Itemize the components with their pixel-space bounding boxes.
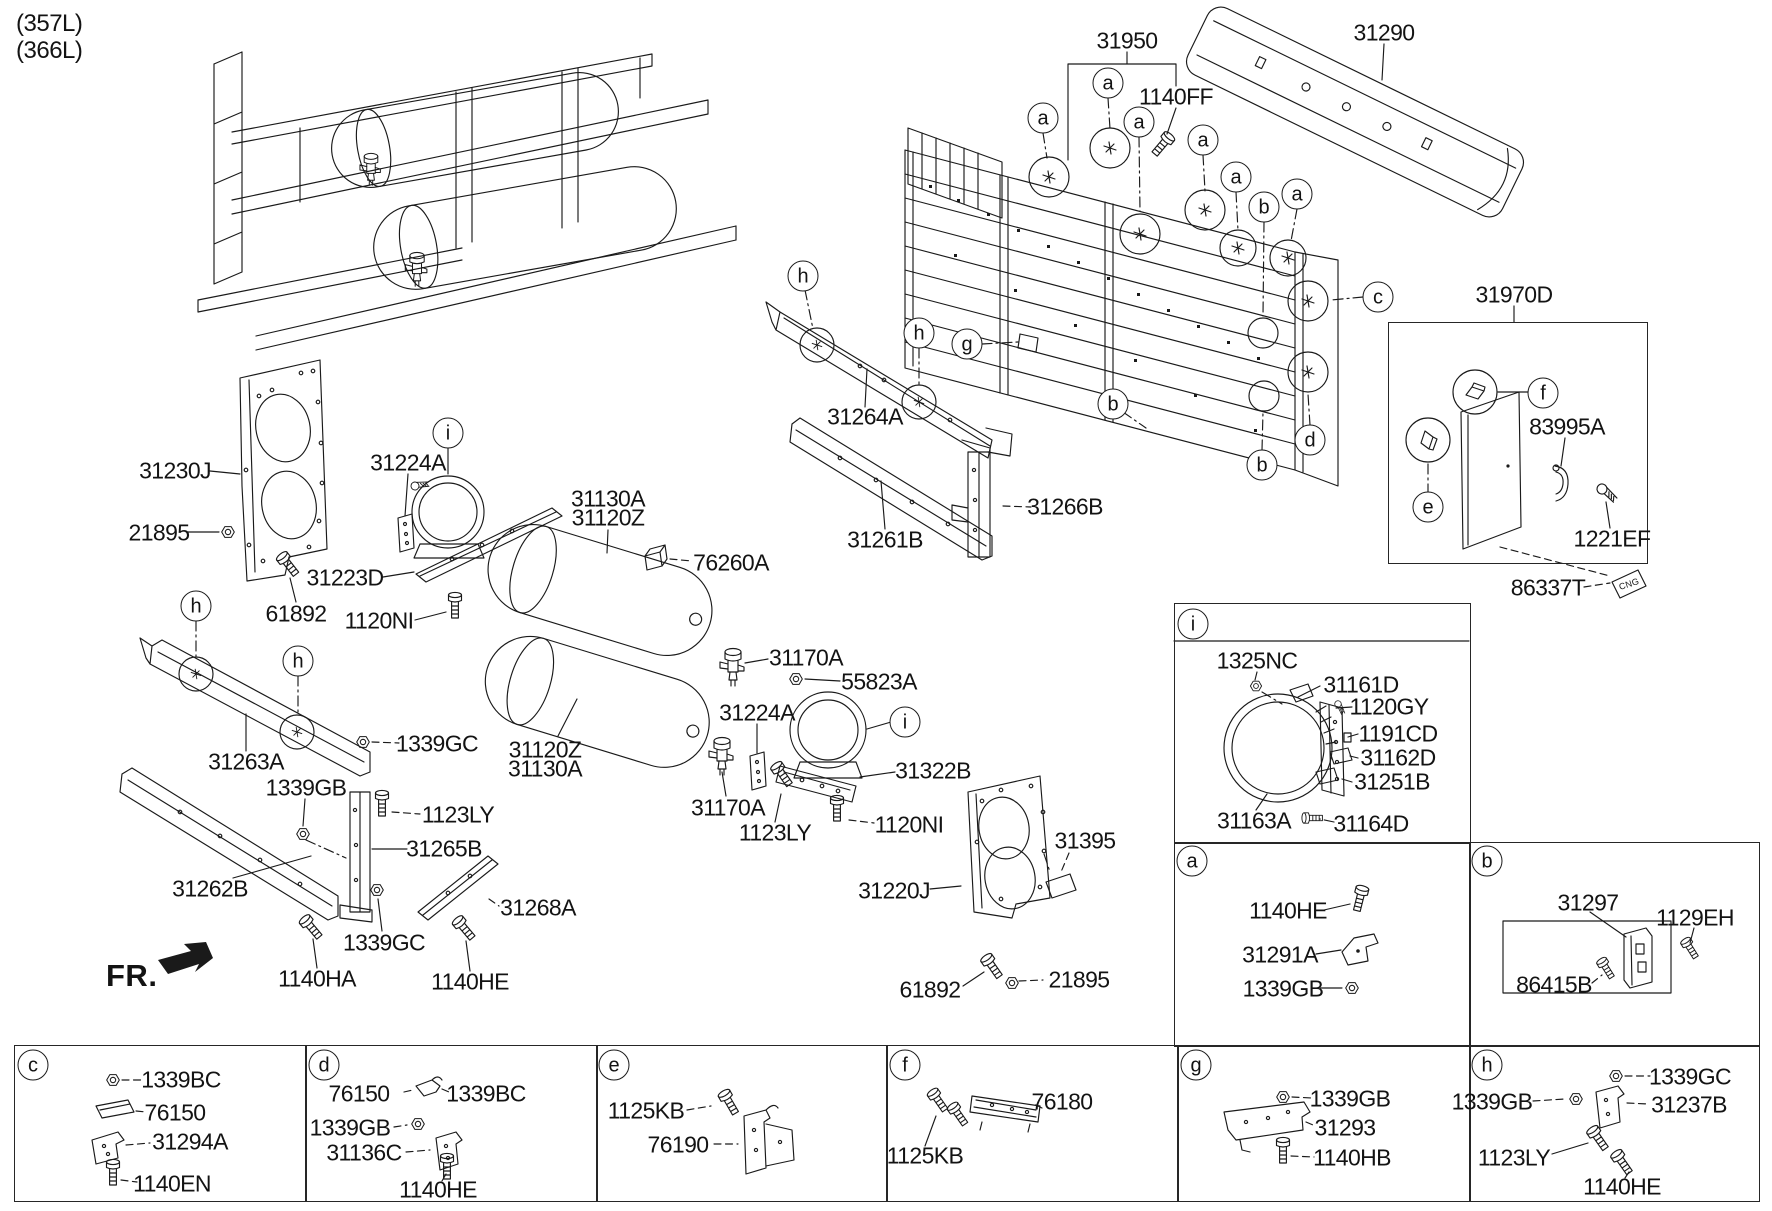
- section-box-e: [596, 1045, 888, 1202]
- part-label-1123LY-1: 1123LY: [738, 819, 812, 846]
- part-label-31251B: 31251B: [1354, 768, 1430, 795]
- panel-31220J-drawing: [968, 776, 1050, 918]
- part-label-1325NC: 1325NC: [1216, 647, 1298, 674]
- box-header-h: h: [1472, 1050, 1503, 1081]
- callout-b-1: b: [1249, 192, 1280, 223]
- part-label-1221EF: 1221EF: [1573, 525, 1651, 552]
- part-label-1120NI-2: 1120NI: [874, 811, 944, 838]
- part-label-76150-2: 76150: [328, 1080, 390, 1107]
- part-label-31263A: 31263A: [208, 748, 284, 775]
- part-label-1129EH: 1129EH: [1656, 904, 1734, 931]
- part-label-31290: 31290: [1353, 19, 1415, 46]
- callout-h-1: h: [181, 591, 212, 622]
- part-label-31261B: 31261B: [847, 526, 923, 553]
- part-label-1339BC-1: 1339BC: [141, 1066, 221, 1093]
- callout-a-5: a: [1221, 162, 1252, 193]
- callout-i-2: i: [890, 707, 921, 738]
- part-label-83995A: 83995A: [1529, 413, 1605, 440]
- callout-c-1: c: [1363, 282, 1394, 313]
- part-label-31130A-1: 31130A: [571, 485, 645, 512]
- part-label-31395: 31395: [1054, 827, 1116, 854]
- part-label-31297: 31297: [1557, 889, 1619, 916]
- part-label-31130A-2: 31130A: [508, 755, 582, 782]
- box-header-c: c: [18, 1050, 49, 1081]
- callout-b-2: b: [1098, 389, 1129, 420]
- fr-direction-arrow: [158, 942, 213, 974]
- part-label-1125KB-2: 1125KB: [886, 1142, 964, 1169]
- box-header-i: i: [1178, 609, 1209, 640]
- variant-line-1: (357L): [16, 10, 83, 37]
- part-label-1339GC-3: 1339GC: [1648, 1063, 1732, 1090]
- callout-b-3: b: [1247, 450, 1278, 481]
- part-label-31170A-1: 31170A: [769, 644, 843, 671]
- part-label-1140HE-2: 1140HE: [1249, 897, 1327, 924]
- part-label-31294A: 31294A: [152, 1128, 228, 1155]
- callout-h-2: h: [283, 646, 314, 677]
- box-header-g: g: [1181, 1050, 1212, 1081]
- section-box-a: [1174, 842, 1471, 1047]
- part-label-31950: 31950: [1096, 27, 1158, 54]
- part-label-31291A: 31291A: [1242, 941, 1318, 968]
- part-label-31970D: 31970D: [1475, 281, 1553, 308]
- part-label-1140EN: 1140EN: [133, 1170, 211, 1197]
- part-label-31230J: 31230J: [139, 457, 211, 484]
- part-label-1123LY-3: 1123LY: [1477, 1144, 1551, 1171]
- part-label-1339GB-1: 1339GB: [265, 774, 347, 801]
- part-label-76180: 76180: [1031, 1088, 1093, 1115]
- part-label-1339GB-3: 1339GB: [309, 1114, 391, 1141]
- part-label-1140FF: 1140FF: [1139, 83, 1213, 110]
- fr-label: FR.: [106, 958, 158, 993]
- callout-h-3: h: [788, 261, 819, 292]
- callout-f-1: f: [1528, 378, 1559, 409]
- callout-a-3: a: [1124, 107, 1155, 138]
- callout-i-1: i: [433, 418, 464, 449]
- part-label-31265B: 31265B: [406, 835, 482, 862]
- part-label-31161D: 31161D: [1323, 671, 1399, 698]
- box-header-d: d: [309, 1050, 340, 1081]
- crate-fastener-dots: [929, 185, 1260, 432]
- part-label-1125KB-1: 1125KB: [607, 1097, 685, 1124]
- callout-d-1: d: [1295, 425, 1326, 456]
- variant-note: [16, 10, 82, 65]
- part-label-1339GB-5: 1339GB: [1451, 1088, 1533, 1115]
- part-label-31237B: 31237B: [1651, 1091, 1727, 1118]
- part-label-1339BC-2: 1339BC: [446, 1080, 526, 1107]
- part-label-1339GC-2: 1339GC: [342, 929, 426, 956]
- cng-sticker-text: CNG: [1617, 576, 1641, 592]
- part-label-1339GC-1: 1339GC: [395, 730, 479, 757]
- part-label-1339GB-2: 1339GB: [1242, 975, 1324, 1002]
- section-box-b: [1469, 842, 1760, 1047]
- callout-a-4: a: [1188, 125, 1219, 156]
- callout-h-4: h: [904, 318, 935, 349]
- part-label-31120Z-2: 31120Z: [508, 736, 582, 763]
- panel-31230J-drawing: [240, 360, 327, 581]
- part-label-76190: 76190: [647, 1131, 709, 1158]
- part-label-31120Z-1: 31120Z: [571, 504, 645, 531]
- part-label-31223D: 31223D: [306, 564, 384, 591]
- callout-a-2: a: [1093, 68, 1124, 99]
- part-label-31220J: 31220J: [858, 877, 930, 904]
- part-label-31264A: 31264A: [827, 403, 903, 430]
- truck-frame-drawing: [198, 52, 736, 350]
- part-label-1123LY-2: 1123LY: [421, 801, 495, 828]
- callout-a-1: a: [1028, 103, 1059, 134]
- part-label-61892-2: 61892: [899, 976, 961, 1003]
- part-label-1339GB-4: 1339GB: [1309, 1085, 1391, 1112]
- box-header-f: f: [890, 1050, 921, 1081]
- part-label-1120NI-1: 1120NI: [344, 607, 414, 634]
- part-label-1120GY: 1120GY: [1349, 693, 1429, 720]
- part-label-1140HE-3: 1140HE: [399, 1176, 477, 1203]
- box-header-b: b: [1472, 846, 1503, 877]
- part-label-31293: 31293: [1314, 1114, 1376, 1141]
- part-label-76260A: 76260A: [693, 549, 769, 576]
- part-label-31322B: 31322B: [895, 757, 971, 784]
- part-label-31224A-2: 31224A: [719, 699, 795, 726]
- part-label-31224A-1: 31224A: [370, 449, 446, 476]
- part-label-86337T: 86337T: [1510, 574, 1586, 601]
- box-header-a: a: [1177, 846, 1208, 877]
- part-label-31163A: 31163A: [1217, 807, 1291, 834]
- part-label-1140HE-1: 1140HE: [431, 968, 509, 995]
- part-label-31162D: 31162D: [1360, 744, 1436, 771]
- part-label-31262B: 31262B: [172, 875, 248, 902]
- part-label-31136C: 31136C: [326, 1139, 402, 1166]
- part-label-31164D: 31164D: [1333, 810, 1409, 837]
- part-label-21895: 21895: [128, 519, 190, 546]
- variant-line-2: (366L): [16, 37, 83, 65]
- section-box-f: [886, 1045, 1179, 1202]
- part-label-1140HA: 1140HA: [278, 965, 356, 992]
- part-label-1191CD: 1191CD: [1358, 720, 1438, 747]
- crate-31950-drawing: [905, 128, 1338, 486]
- part-label-31170A-2: 31170A: [691, 794, 765, 821]
- part-label-76150-1: 76150: [144, 1099, 206, 1126]
- callout-a-6: a: [1282, 179, 1313, 210]
- part-label-1140HE-4: 1140HE: [1583, 1173, 1661, 1200]
- part-label-1140HB: 1140HB: [1313, 1144, 1391, 1171]
- part-label-31268A: 31268A: [500, 894, 576, 921]
- callout-g-1: g: [952, 329, 983, 360]
- part-label-86415B: 86415B: [1516, 971, 1592, 998]
- box-header-e: e: [599, 1050, 630, 1081]
- part-label-21895-2: 21895: [1048, 966, 1110, 993]
- part-label-55823A: 55823A: [841, 668, 917, 695]
- part-label-61892-1: 61892: [265, 600, 327, 627]
- part-label-31266B: 31266B: [1027, 493, 1103, 520]
- callout-e-1: e: [1413, 492, 1444, 523]
